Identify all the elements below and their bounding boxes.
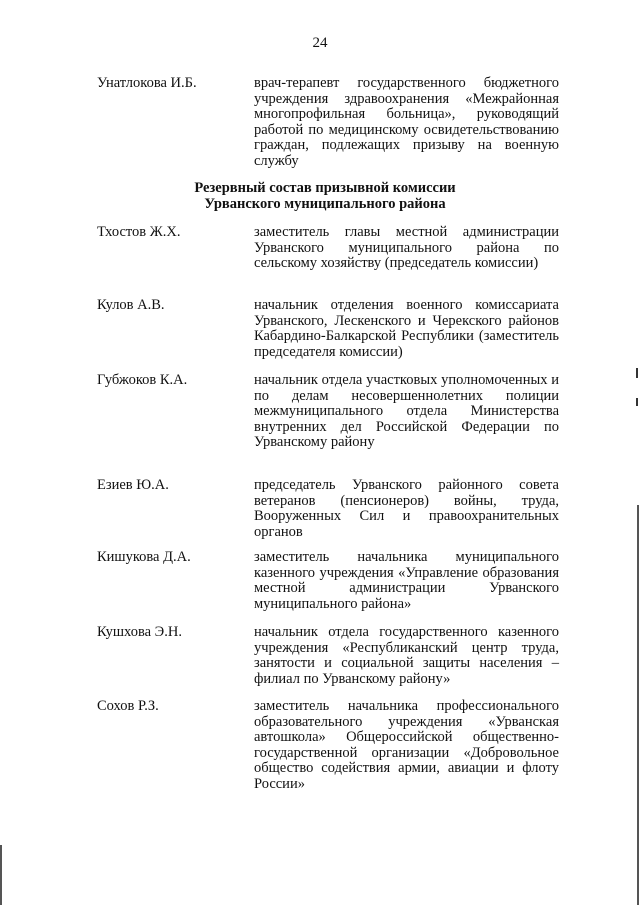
section-heading [160, 180, 490, 212]
scan-edge-mark [636, 398, 638, 406]
member-name: Губжоков К.А. [97, 372, 188, 388]
member-description: врач-терапевт государственного бюджетного учреждения здравоохранения «Межрайонная многопрофильная больница», руководящий работой по медицинскому освидетельствованию граждан, подлежащих призыву на военную службу [254, 75, 559, 169]
member-description: заместитель начальника муниципального казенного учреждения «Управление образования местной администрации Урванского муниципального района» [254, 549, 559, 612]
member-description: начальник отдела государственного казенного учреждения «Республиканский центр труда, занятости и социальной защиты населения – филиал по Урванскому району» [254, 624, 559, 687]
member-description: заместитель начальника профессионального образовательного учреждения «Урванская автошкола» Общероссийской общественно-государственной организации «Добровольное общество содействия армии, авиации и флоту России» [254, 698, 559, 792]
member-description: начальник отдела участковых уполномоченных и по делам несовершеннолетних полиции межмуниципального отдела Министерства внутренних дел Российской Федерации по Урванскому району [254, 372, 559, 450]
member-name: Сохов Р.З. [97, 698, 159, 714]
member-description: начальник отделения военного комиссариата Урванского, Лескенского и Черекского районов Кабардино-Балкарской Республики (заместитель председателя комиссии) [254, 297, 559, 360]
section-heading-line-1: Резервный состав призывной комиссии [194, 180, 456, 196]
member-name: Кишукова Д.А. [97, 549, 191, 565]
member-description: заместитель главы местной администрации Урванского муниципального района по сельскому хозяйству (председатель комиссии) [254, 224, 559, 271]
section-heading-line-2: Урванского муниципального района [204, 196, 446, 212]
scan-edge-mark [637, 505, 639, 905]
member-description: председатель Урванского районного совета ветеранов (пенсионеров) войны, труда, Вооруженных Сил и правоохранительных органов [254, 477, 559, 540]
member-name: Кулов А.В. [97, 297, 165, 313]
scan-edge-mark [0, 845, 2, 905]
member-name: Кушхова Э.Н. [97, 624, 182, 640]
member-name: Езиев Ю.А. [97, 477, 169, 493]
member-name: Унатлокова И.Б. [97, 75, 197, 91]
member-name: Тхостов Ж.Х. [97, 224, 181, 240]
scan-edge-mark [636, 368, 638, 378]
page-number: 24 [312, 35, 328, 51]
